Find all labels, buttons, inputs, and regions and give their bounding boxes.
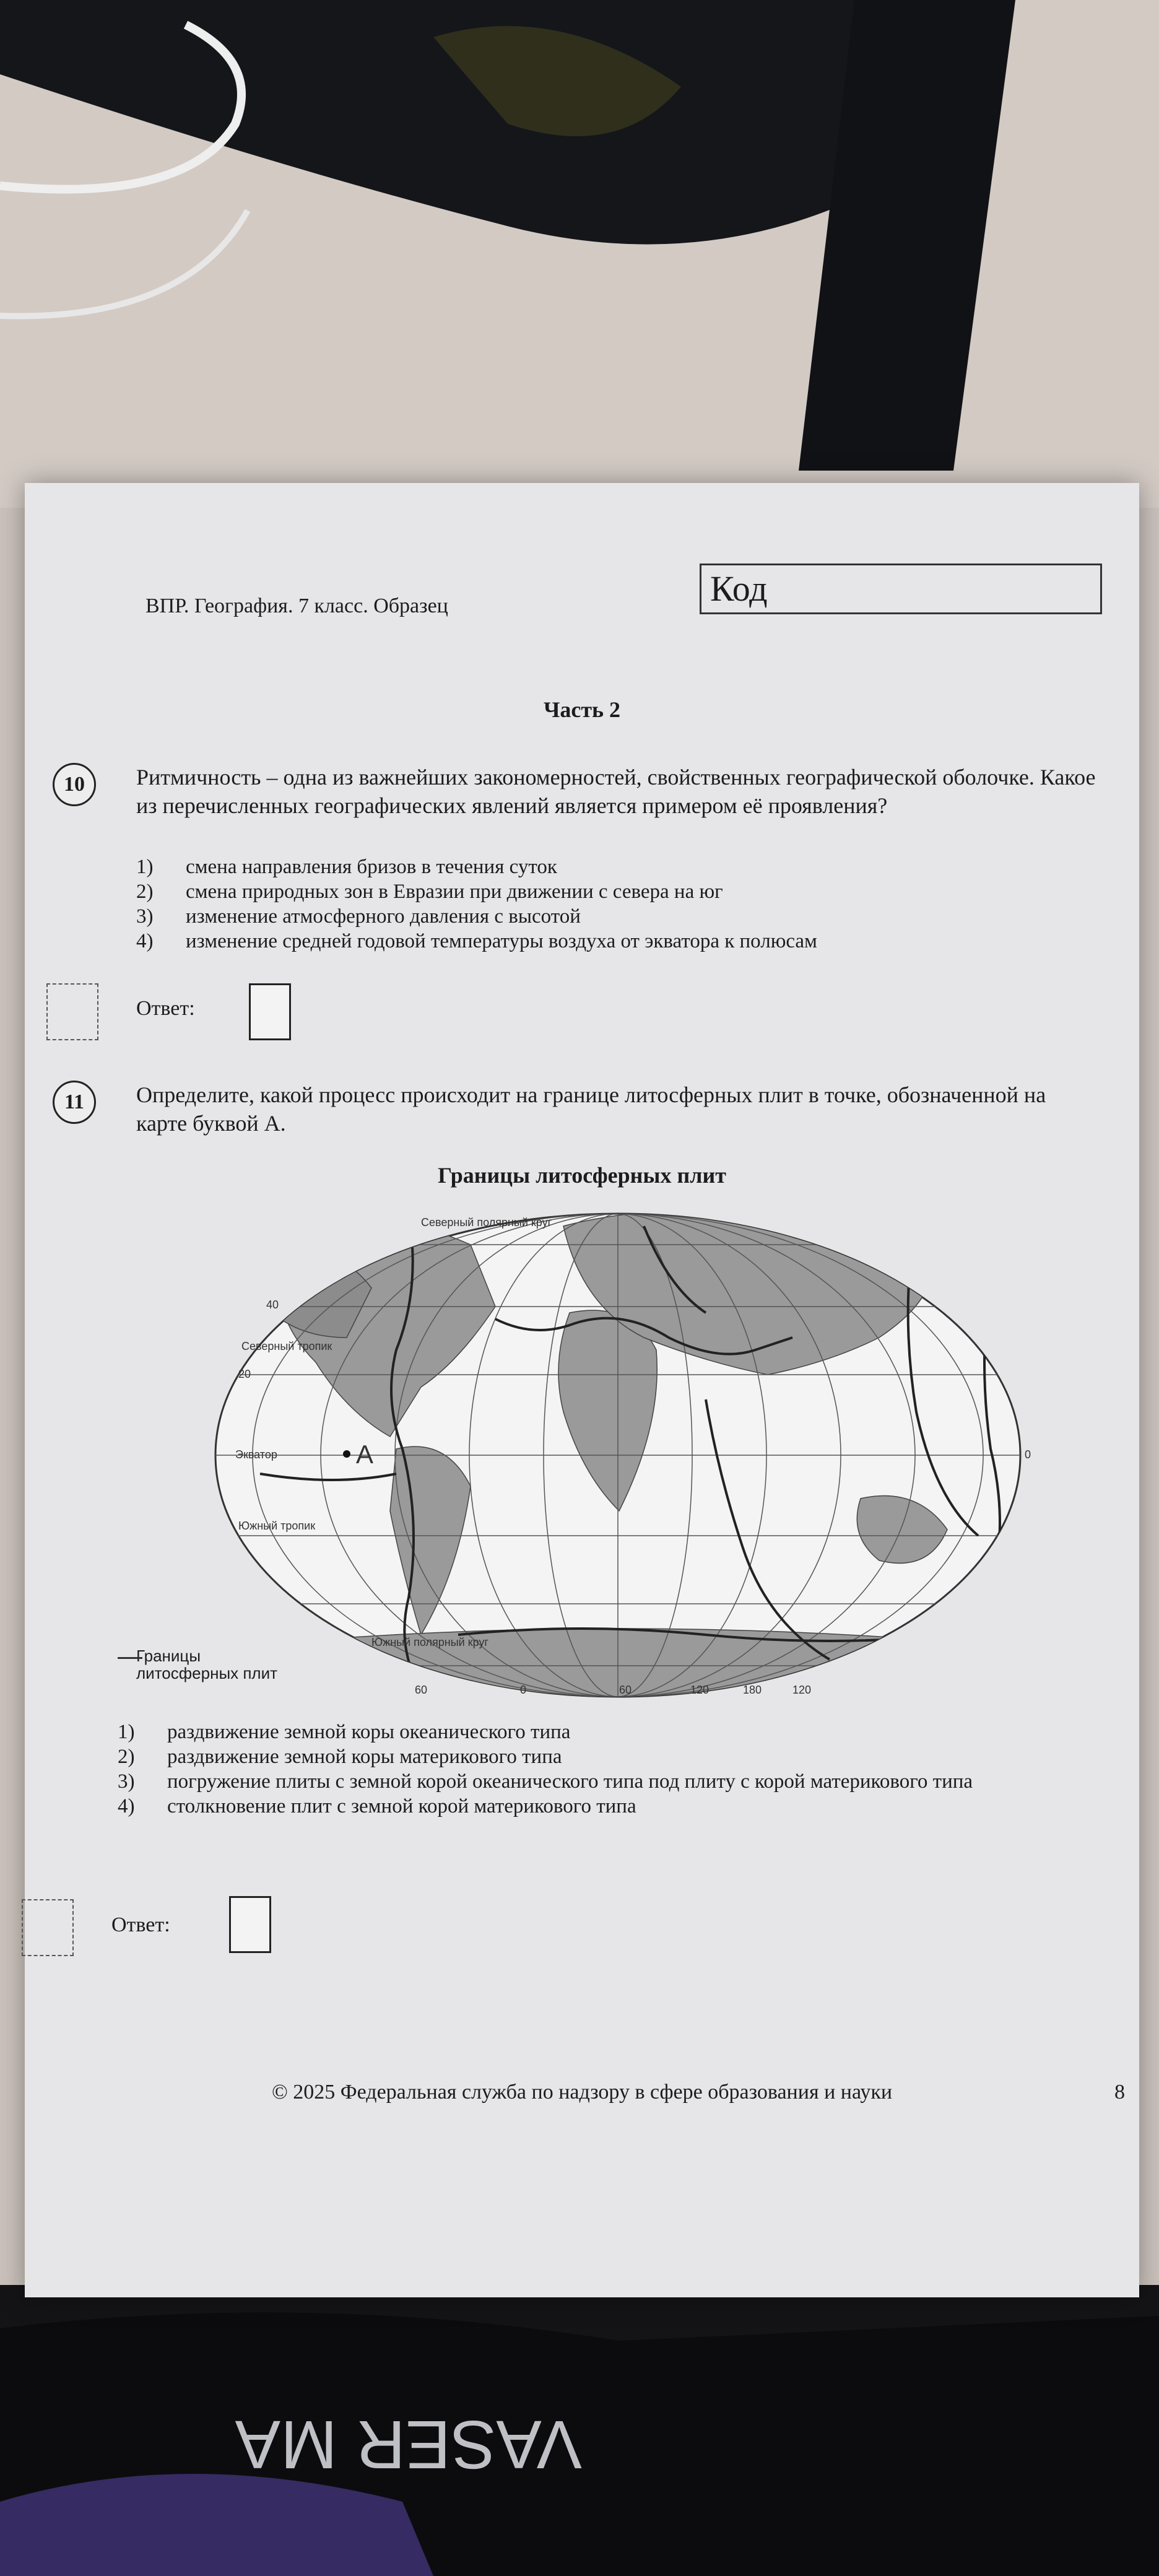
answer-box-11[interactable]	[229, 1896, 271, 1953]
question-10-text: Ритмичность – одна из важнейших закономерностей, свойственных географической оболочке. Какое из перечисленных географических явлений является примером её проявления?	[136, 765, 1096, 818]
page-footer: © 2025 Федеральная служба по надзору в сфере образования и науки	[271, 2081, 893, 2104]
option: 4) изменение средней годовой температуры воздуха от экватора к полюсам	[136, 930, 817, 952]
option: 2) смена природных зон в Евразии при движении с севера на юг	[136, 881, 723, 903]
exam-page	[25, 483, 1139, 2297]
label-lon-120: 120	[690, 1684, 710, 1696]
option: 1) раздвижение земной коры океанического типа	[118, 1721, 571, 1743]
map-title: Границы литосферных плит	[438, 1163, 726, 1188]
score-box-11	[22, 1899, 74, 1956]
answer-label-11: Ответ:	[111, 1913, 170, 1936]
label-lon-60: 60	[619, 1684, 632, 1696]
legend-line-1: Границы	[136, 1647, 201, 1665]
label-north-circle: Северный полярный круг	[421, 1216, 552, 1229]
option: 2) раздвижение земной коры материкового типа	[118, 1746, 562, 1768]
label-equator: Экватор	[235, 1448, 277, 1461]
code-label: Код	[710, 568, 768, 609]
option: 1) смена направления бризов в течения суток	[136, 856, 557, 878]
label-north-tropic: Северный тропик	[241, 1340, 332, 1352]
question-11-text: Определите, какой процесс происходит на границе литосферных плит в точке, обозначенной на карте буквой А.	[136, 1082, 1046, 1136]
question-11-number: 11	[53, 1081, 96, 1124]
option: 4) столкновение плит с земной корой материкового типа	[118, 1795, 636, 1817]
question-11-options	[118, 1720, 1121, 1819]
page-number: 8	[1114, 2081, 1125, 2104]
label-south-circle: Южный полярный круг	[371, 1636, 488, 1648]
answer-label-10: Ответ:	[136, 997, 195, 1020]
legend-line-2: литосферных плит	[136, 1664, 278, 1682]
svg-text:VASER MA: VASER MA	[235, 2406, 582, 2482]
label-lon-0: 0	[520, 1684, 527, 1696]
page-header-title: ВПР. География. 7 класс. Образец	[145, 594, 448, 617]
map-point-label: А	[356, 1440, 374, 1469]
map-legend	[136, 1647, 277, 1682]
map-point-a	[343, 1450, 350, 1458]
label-lat-20: 20	[238, 1368, 251, 1380]
label-lat-40: 40	[266, 1299, 279, 1311]
part-title: Часть 2	[543, 697, 621, 722]
option: 3) погружение плиты с земной корой океанического типа под плиту с корой материкового типа	[118, 1770, 973, 1793]
label-south-tropic: Южный тропик	[238, 1520, 316, 1532]
label-lat-0: 0	[1025, 1448, 1031, 1461]
legend-line	[118, 1657, 142, 1659]
label-lon-180: 180	[743, 1684, 762, 1696]
question-10-number: 10	[53, 763, 96, 806]
option: 3) изменение атмосферного давления с высотой	[136, 905, 581, 928]
label-lon-60w: 60	[415, 1684, 428, 1696]
plate-boundaries-map	[25, 483, 1139, 2297]
label-lon-120w: 120	[792, 1684, 812, 1696]
